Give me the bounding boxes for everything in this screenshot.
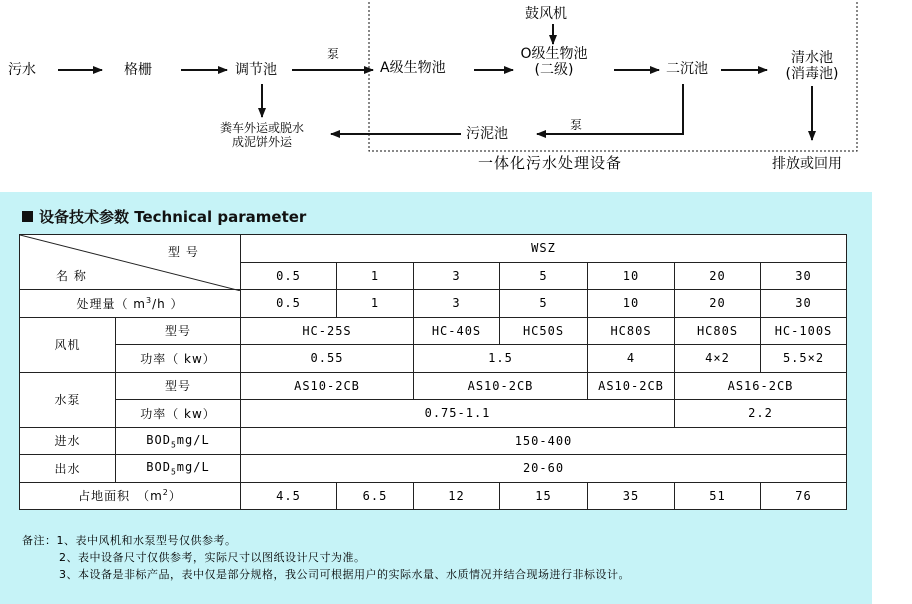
capacity-cell: 3 — [414, 290, 500, 318]
capacity-cell: 1 — [337, 290, 414, 318]
blower-power-label: 功率（ kw） — [116, 345, 241, 373]
outlet-param-pre: BOD — [146, 460, 171, 475]
area-cell: 12 — [414, 482, 500, 510]
parameter-table — [19, 234, 847, 510]
node-anoxic-tank: A级生物池 — [380, 60, 446, 76]
pump-power-cell: 2.2 — [675, 400, 847, 428]
label-integrated-equipment: 一体化污水处理设备 — [478, 154, 623, 172]
pump-label: 水泵 — [20, 372, 116, 427]
aerobic-tank-line1: O级生物池 — [520, 46, 588, 62]
table-row-pump-model — [20, 372, 847, 400]
area-label-sup: 2 — [162, 488, 169, 498]
table-row-area — [20, 482, 847, 510]
area-cell: 76 — [761, 482, 847, 510]
capacity-label-sup: 3 — [145, 295, 153, 305]
area-label — [20, 482, 241, 510]
blower-model-cell: HC-100S — [761, 317, 847, 345]
table-row-pump-power — [20, 400, 847, 428]
model-cell: 3 — [414, 262, 500, 290]
inlet-param-pre: BOD — [146, 432, 171, 447]
node-discharge: 排放或回用 — [772, 156, 842, 172]
section-title-text: 设备技术参数 Technical parameter — [39, 208, 307, 226]
area-cell: 15 — [500, 482, 588, 510]
sludge-disposal-line1: 粪车外运或脱水 — [219, 121, 304, 135]
pump-model-cell: AS10-2CB — [588, 372, 675, 400]
aerobic-tank-line2: (二级) — [534, 62, 574, 78]
pump-model-cell: AS16-2CB — [675, 372, 847, 400]
area-label-pre: 占地面积 （m — [78, 489, 163, 504]
inlet-param — [116, 427, 241, 455]
note-line-2: 2、表中设备尺寸仅供参考，实际尺寸以图纸设计尺寸为准。 — [59, 551, 366, 564]
capacity-cell: 10 — [588, 290, 675, 318]
node-secondary-clarifier: 二沉池 — [666, 61, 708, 77]
pump-power-cell: 0.75-1.1 — [241, 400, 675, 428]
model-cell: 1 — [337, 262, 414, 290]
node-aerobic-tank — [516, 46, 592, 78]
capacity-cell: 5 — [500, 290, 588, 318]
outlet-label: 出水 — [20, 455, 116, 483]
table-row-inlet — [20, 427, 847, 455]
model-cell: 0.5 — [241, 262, 337, 290]
clear-tank-line2: (消毒池) — [785, 66, 839, 82]
pump-model-label: 型号 — [116, 372, 241, 400]
blower-model-cell: HC50S — [500, 317, 588, 345]
model-cell: 5 — [500, 262, 588, 290]
capacity-cell: 0.5 — [241, 290, 337, 318]
area-cell: 35 — [588, 482, 675, 510]
node-clear-tank — [772, 50, 852, 82]
blower-label: 风机 — [20, 317, 116, 372]
blower-model-cell: HC80S — [588, 317, 675, 345]
capacity-label — [20, 290, 241, 318]
model-cell: 20 — [675, 262, 761, 290]
note-line-1: 备注：1、表中风机和水泵型号仅供参考。 — [22, 534, 237, 547]
pump-model-cell: AS10-2CB — [414, 372, 588, 400]
outlet-param-sub: 5 — [170, 467, 177, 477]
header-diagonal — [20, 235, 241, 291]
diagonal-header-cell — [20, 235, 241, 290]
capacity-label-post: /h ） — [152, 296, 184, 311]
node-blower: 鼓风机 — [525, 6, 567, 22]
blower-power-cell: 4 — [588, 345, 675, 373]
table-row-blower-model — [20, 317, 847, 345]
pump-power-label: 功率（ kw） — [116, 400, 241, 428]
process-flow-diagram — [0, 0, 912, 192]
header-name-label: 名 称 — [56, 269, 87, 283]
table-row-outlet — [20, 455, 847, 483]
sludge-disposal-line2: 成泥饼外运 — [231, 135, 292, 149]
blower-power-cell: 1.5 — [414, 345, 588, 373]
notes — [22, 532, 630, 583]
capacity-label-pre: 处理量（ m — [76, 296, 146, 311]
area-cell: 51 — [675, 482, 761, 510]
blower-power-cell: 4×2 — [675, 345, 761, 373]
node-regulating-tank: 调节池 — [235, 62, 277, 78]
outlet-value: 20-60 — [241, 455, 847, 483]
clear-tank-line1: 清水池 — [791, 50, 833, 66]
blower-model-cell: HC-25S — [241, 317, 414, 345]
arrow-clarifier-sludge — [537, 84, 683, 134]
node-wastewater: 污水 — [8, 62, 36, 78]
label-pump-bottom: 泵 — [570, 118, 583, 132]
header-model-label: 型 号 — [168, 245, 199, 259]
blower-power-cell: 0.55 — [241, 345, 414, 373]
model-cell: 30 — [761, 262, 847, 290]
outlet-param-post: mg/L — [176, 460, 210, 475]
node-sludge-tank: 污泥池 — [466, 126, 508, 142]
capacity-cell: 30 — [761, 290, 847, 318]
inlet-value: 150-400 — [241, 427, 847, 455]
note-line-3: 3、本设备是非标产品，表中仅是部分规格，我公司可根据用户的实际水量、水质情况并结合现场进行非标设计。 — [59, 568, 630, 581]
area-label-post: ） — [168, 489, 182, 504]
table-row-header-1 — [20, 235, 847, 263]
section-title — [22, 206, 306, 227]
capacity-cell: 20 — [675, 290, 761, 318]
area-cell: 6.5 — [337, 482, 414, 510]
outlet-param — [116, 455, 241, 483]
area-cell: 4.5 — [241, 482, 337, 510]
label-pump-top: 泵 — [327, 47, 340, 61]
node-screen: 格栅 — [124, 62, 152, 78]
inlet-param-sub: 5 — [170, 439, 177, 449]
model-series-cell: WSZ — [241, 235, 847, 263]
model-cell: 10 — [588, 262, 675, 290]
node-sludge-disposal — [198, 121, 326, 149]
inlet-param-post: mg/L — [176, 432, 210, 447]
table-row-blower-power — [20, 345, 847, 373]
inlet-label: 进水 — [20, 427, 116, 455]
blower-model-label: 型号 — [116, 317, 241, 345]
blower-model-cell: HC-40S — [414, 317, 500, 345]
blower-power-cell: 5.5×2 — [761, 345, 847, 373]
pump-model-cell: AS10-2CB — [241, 372, 414, 400]
blower-model-cell: HC80S — [675, 317, 761, 345]
square-bullet-icon — [22, 211, 33, 222]
table-row-capacity — [20, 290, 847, 318]
